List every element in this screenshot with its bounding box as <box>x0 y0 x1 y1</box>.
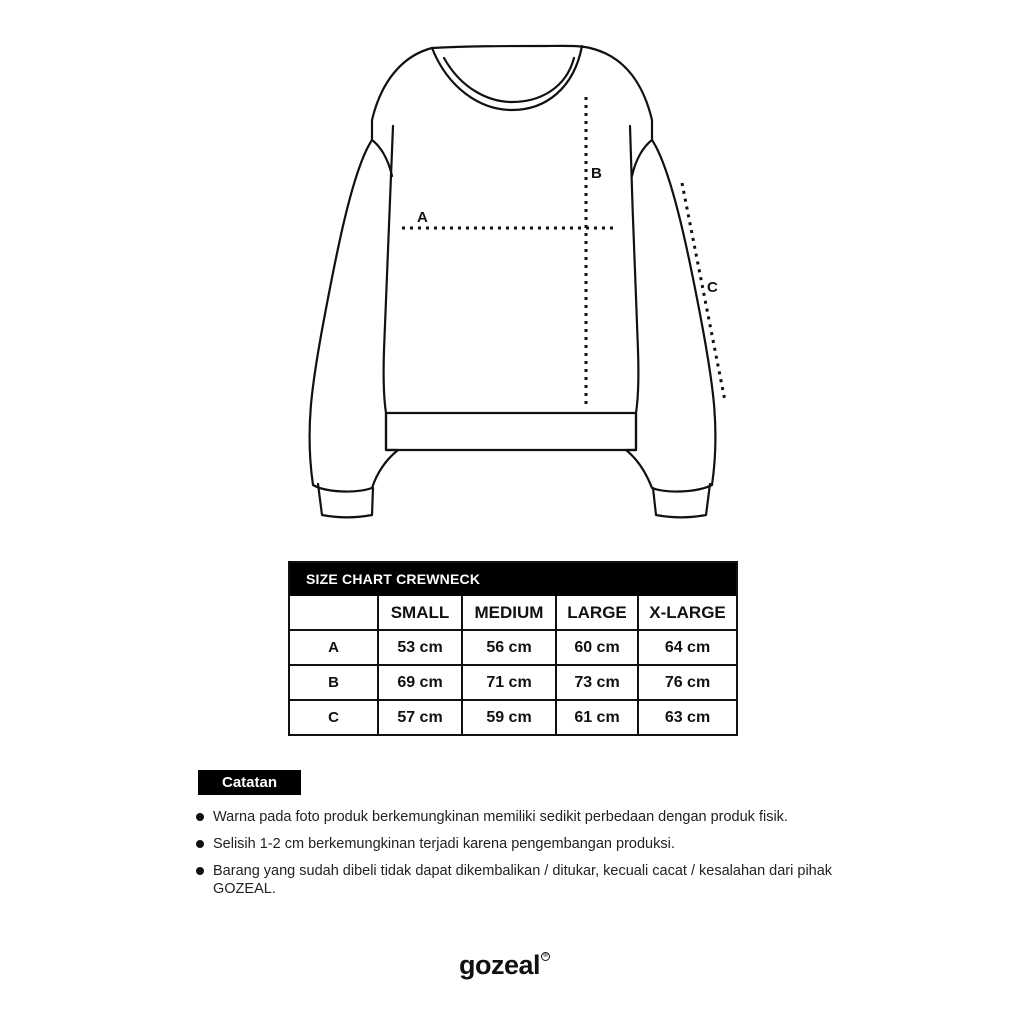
header-x-large: X-LARGE <box>638 596 736 630</box>
bullet-icon <box>196 813 204 821</box>
cell-c-x-large: 63 cm <box>638 700 736 734</box>
header-large: LARGE <box>556 596 638 630</box>
notes-heading: Catatan <box>198 770 301 795</box>
hem-band <box>386 413 636 450</box>
list-item <box>196 835 856 853</box>
cell-b-x-large: 76 cm <box>638 665 736 700</box>
size-chart-title: SIZE CHART CREWNECK <box>290 563 736 596</box>
header-medium: MEDIUM <box>462 596 556 630</box>
cell-a-x-large: 64 cm <box>638 630 736 665</box>
cell-c-medium: 59 cm <box>462 700 556 734</box>
left-armhole-seam <box>384 126 393 413</box>
cell-b-small: 69 cm <box>378 665 462 700</box>
collar-outer <box>432 46 582 110</box>
registered-mark-icon: ® <box>541 952 550 961</box>
table-row <box>290 665 736 700</box>
cell-a-small: 53 cm <box>378 630 462 665</box>
cell-c-small: 57 cm <box>378 700 462 734</box>
notes-list <box>196 808 856 907</box>
row-label-b: B <box>290 665 378 700</box>
logo-text: gozeal <box>459 950 541 980</box>
bullet-icon <box>196 840 204 848</box>
cell-c-large: 61 cm <box>556 700 638 734</box>
header-small: SMALL <box>378 596 462 630</box>
bullet-icon <box>196 867 204 875</box>
table-row <box>290 700 736 734</box>
gozeal-logo <box>459 950 548 981</box>
measure-label-a: A <box>417 209 428 226</box>
note-text: Barang yang sudah dibeli tidak dapat dikembalikan / ditukar, kecuali cacat / kesalahan dari pihak GOZEAL. <box>213 863 833 897</box>
cell-b-large: 73 cm <box>556 665 638 700</box>
list-item <box>196 808 856 826</box>
cell-a-medium: 56 cm <box>462 630 556 665</box>
row-label-c: C <box>290 700 378 734</box>
measure-label-b: B <box>591 165 602 182</box>
size-chart-table <box>288 561 738 736</box>
measure-line-c <box>682 183 725 401</box>
measure-label-c: C <box>707 279 718 296</box>
size-chart-grid <box>290 596 736 734</box>
sweater-body-outline <box>310 46 716 492</box>
note-text: Warna pada foto produk berkemungkinan memiliki sedikit perbedaan dengan produk fisik. <box>213 809 788 825</box>
note-text: Selisih 1-2 cm berkemungkinan terjadi karena pengembangan produksi. <box>213 836 675 852</box>
table-row <box>290 630 736 665</box>
list-item <box>196 862 856 898</box>
row-label-a: A <box>290 630 378 665</box>
cell-b-medium: 71 cm <box>462 665 556 700</box>
size-header-row <box>290 596 736 630</box>
cell-a-large: 60 cm <box>556 630 638 665</box>
header-empty-cell <box>290 596 378 630</box>
